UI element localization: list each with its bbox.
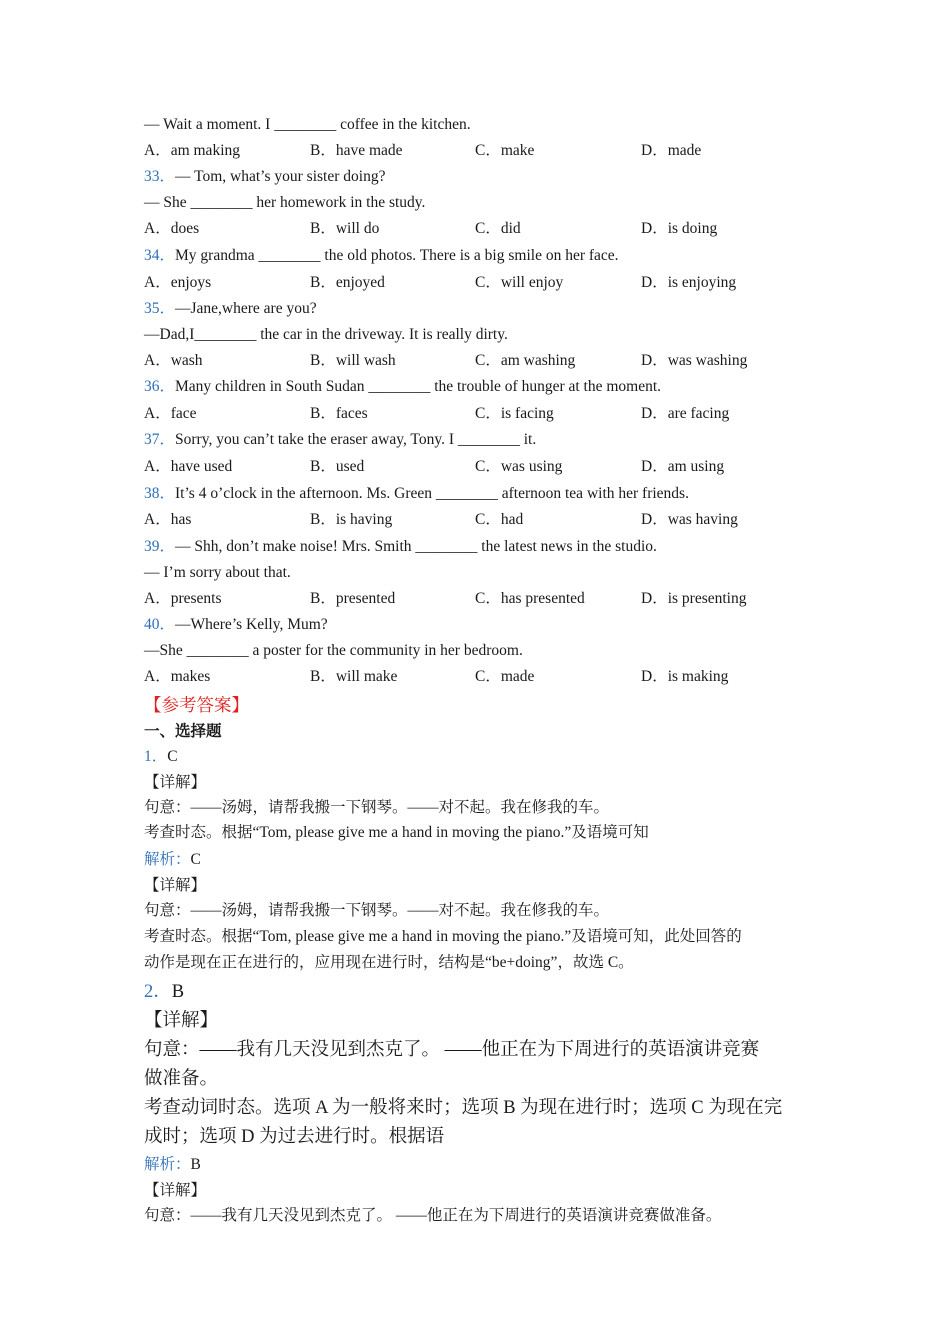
question-33	[144, 167, 385, 187]
question-36	[144, 377, 661, 397]
option-a: A．face	[144, 405, 197, 422]
question-stem: It’s 4 o’clock in the afternoon. Ms. Green ________ afternoon tea with her friends.	[175, 485, 689, 502]
sentence-meaning: 句意：——我有几天没见到杰克了。 ——他正在为下周进行的英语演讲竞赛	[144, 1040, 760, 1060]
option-d: D．is making	[641, 668, 729, 685]
option-b: B．have made	[310, 142, 403, 159]
option-c: C．make	[475, 142, 535, 159]
question-stem: — Tom, what’s your sister doing?	[175, 168, 386, 185]
jiexi-answer: C	[190, 851, 201, 868]
option-d: D．is enjoying	[641, 274, 737, 291]
option-a: A．have used	[144, 458, 233, 475]
option-c: C．will enjoy	[475, 274, 564, 291]
question-stem: Many children in South Sudan ________ the trouble of hunger at the moment.	[175, 378, 662, 395]
answer-number: 2．	[144, 982, 172, 1002]
question-stem: —Where’s Kelly, Mum?	[175, 616, 328, 633]
option-d: D．is doing	[641, 220, 718, 237]
answer-number: 1．	[144, 748, 168, 765]
answer-value: C	[167, 748, 178, 765]
jiexi-label: 解析：	[144, 1156, 191, 1173]
analysis-text: 动作是现在正在进行的，应用现在进行时，结构是“be+doing”，故选 C。	[144, 954, 634, 971]
question-stem: — She ________ her homework in the study.	[144, 194, 426, 211]
question-number: 39．	[144, 538, 176, 555]
question-number: 40．	[144, 616, 176, 633]
option-b: B．is having	[310, 511, 393, 528]
option-b: B．will do	[310, 220, 380, 237]
option-c: C．was using	[475, 458, 563, 475]
option-d: D．was washing	[641, 352, 748, 369]
question-number: 34．	[144, 247, 176, 264]
sentence-meaning: 句意：——汤姆，请帮我搬一下钢琴。——对不起。我在修我的车。	[144, 799, 610, 816]
detail-label: 【详解】	[144, 877, 207, 894]
option-c: C．has presented	[475, 590, 585, 607]
question-stem: Sorry, you can’t take the eraser away, Tony. I ________ it.	[175, 431, 537, 448]
answer-value: B	[171, 982, 185, 1002]
detail-label: 【详解】	[144, 1011, 219, 1031]
option-c: C．had	[475, 511, 524, 528]
option-c: C．did	[475, 220, 521, 237]
answer-1	[144, 747, 178, 767]
question-stem: —Dad,I________ the car in the driveway. It is really dirty.	[144, 326, 508, 343]
option-b: B．enjoyed	[310, 274, 385, 291]
option-d: D．is presenting	[641, 590, 747, 607]
option-b: B．used	[310, 458, 365, 475]
question-number: 38．	[144, 485, 176, 502]
question-38	[144, 484, 689, 504]
option-a: A．am making	[144, 142, 240, 159]
question-stem: — Wait a moment. I ________ coffee in the kitchen.	[144, 116, 471, 133]
question-34	[144, 246, 619, 266]
sentence-meaning: 句意：——汤姆，请帮我搬一下钢琴。——对不起。我在修我的车。	[144, 902, 610, 919]
question-39	[144, 537, 657, 557]
question-number: 36．	[144, 378, 176, 395]
option-a: A．does	[144, 220, 200, 237]
option-d: D．was having	[641, 511, 738, 528]
question-number: 33．	[144, 168, 176, 185]
option-c: C．am washing	[475, 352, 576, 369]
question-stem: My grandma ________ the old photos. There is a big smile on her face.	[175, 247, 619, 264]
jiexi-label: 解析：	[144, 851, 191, 868]
question-stem: —Jane,where are you?	[175, 300, 317, 317]
analysis-text: 考查时态。根据“Tom, please give me a hand in moving the piano.”及语境可知，此处回答的	[144, 928, 742, 945]
option-b: B．will make	[310, 668, 398, 685]
option-b: B．will wash	[310, 352, 396, 369]
detail-label: 【详解】	[144, 1182, 207, 1199]
option-a: A．has	[144, 511, 192, 528]
option-c: C．is facing	[475, 405, 554, 422]
question-number: 37．	[144, 431, 176, 448]
option-d: D．am using	[641, 458, 725, 475]
option-b: B．presented	[310, 590, 396, 607]
option-a: A．presents	[144, 590, 222, 607]
question-stem: — I’m sorry about that.	[144, 564, 291, 581]
analysis-text: 成时；选项 D 为过去进行时。根据语	[144, 1127, 445, 1147]
option-a: A．enjoys	[144, 274, 212, 291]
question-35	[144, 299, 317, 319]
sentence-meaning: 句意：——我有几天没见到杰克了。 ——他正在为下周进行的英语演讲竞赛做准备。	[144, 1207, 722, 1224]
question-number: 35．	[144, 300, 176, 317]
question-stem: —She ________ a poster for the community in her bedroom.	[144, 642, 523, 659]
option-c: C．made	[475, 668, 535, 685]
sentence-meaning: 做准备。	[144, 1069, 219, 1089]
detail-label: 【详解】	[144, 774, 207, 791]
answer-2	[144, 980, 184, 1004]
option-a: A．wash	[144, 352, 203, 369]
option-d: D．are facing	[641, 405, 730, 422]
question-stem: — Shh, don’t make noise! Mrs. Smith ________ the latest news in the studio.	[175, 538, 657, 555]
jiexi-line	[144, 850, 201, 870]
section-heading: 一、选择题	[144, 723, 222, 740]
option-a: A．makes	[144, 668, 211, 685]
jiexi-line	[144, 1155, 201, 1175]
option-d: D．made	[641, 142, 702, 159]
jiexi-answer: B	[190, 1156, 201, 1173]
analysis-text: 考查动词时态。选项 A 为一般将来时；选项 B 为现在进行时；选项 C 为现在完	[144, 1098, 783, 1118]
question-37	[144, 430, 536, 450]
analysis-text: 考查时态。根据“Tom, please give me a hand in moving the piano.”及语境可知	[144, 824, 649, 841]
option-b: B．faces	[310, 405, 368, 422]
question-40	[144, 615, 328, 635]
answers-heading: 【参考答案】	[144, 695, 249, 715]
